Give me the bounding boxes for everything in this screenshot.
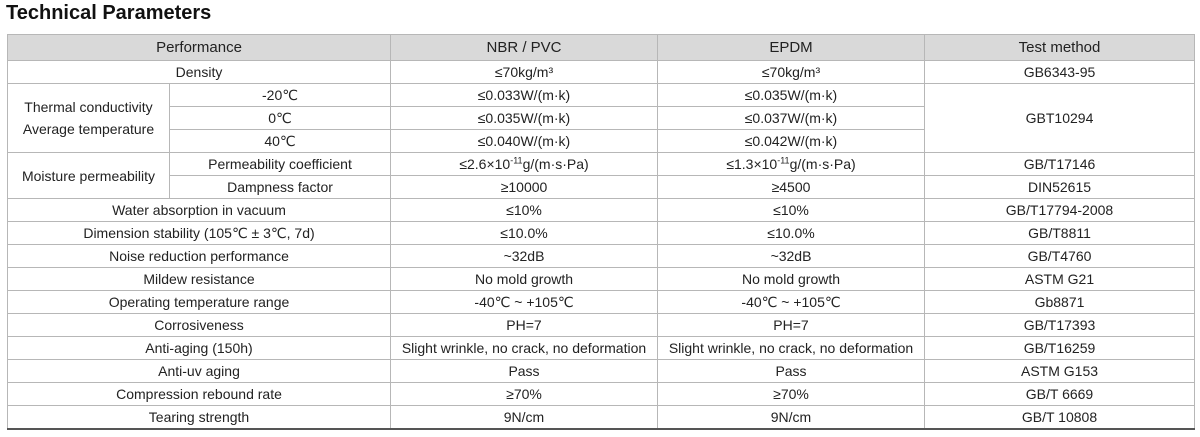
nbr-value: Slight wrinkle, no crack, no deformation <box>391 337 658 360</box>
table-row <box>8 153 1195 176</box>
epdm-value: ≤10% <box>658 199 925 222</box>
row-label: Mildew resistance <box>8 268 391 291</box>
table-row <box>8 314 1195 337</box>
test-method: GB/T16259 <box>925 337 1195 360</box>
nbr-coef-exponent: -11 <box>510 155 523 166</box>
technical-parameters-table <box>7 34 1195 430</box>
nbr-value: ~32dB <box>391 245 658 268</box>
nbr-value: ≤70kg/m³ <box>391 61 658 84</box>
nbr-value: ≤0.040W/(m·k) <box>391 130 658 153</box>
nbr-coef-unit: g/(m·s·Pa) <box>522 156 589 172</box>
test-method: GB/T17393 <box>925 314 1195 337</box>
test-method: DIN52615 <box>925 176 1195 199</box>
nbr-value: ≤10% <box>391 199 658 222</box>
table-header-row <box>8 35 1195 61</box>
page-title: Technical Parameters <box>6 2 212 24</box>
table-row <box>8 84 1195 107</box>
thermal-label-line1: Thermal conductivity <box>24 99 153 115</box>
table-row <box>8 291 1195 314</box>
epdm-value: ≤0.042W/(m·k) <box>658 130 925 153</box>
epdm-coef-unit: g/(m·s·Pa) <box>789 156 856 172</box>
nbr-value: ≤0.035W/(m·k) <box>391 107 658 130</box>
epdm-value: Slight wrinkle, no crack, no deformation <box>658 337 925 360</box>
epdm-value: ≥70% <box>658 383 925 406</box>
row-label: Density <box>8 61 391 84</box>
row-label: Anti-uv aging <box>8 360 391 383</box>
row-label: Water absorption in vacuum <box>8 199 391 222</box>
test-method: ASTM G153 <box>925 360 1195 383</box>
epdm-value: -40℃ ~ +105℃ <box>658 291 925 314</box>
nbr-value: ≤10.0% <box>391 222 658 245</box>
table-row <box>8 337 1195 360</box>
epdm-value <box>658 153 925 176</box>
test-method: GBT10294 <box>925 84 1195 153</box>
row-label: Noise reduction performance <box>8 245 391 268</box>
test-method: GB6343-95 <box>925 61 1195 84</box>
test-method: GB/T4760 <box>925 245 1195 268</box>
table-row <box>8 268 1195 291</box>
table-row <box>8 199 1195 222</box>
nbr-value: 9N/cm <box>391 406 658 430</box>
table-row <box>8 176 1195 199</box>
nbr-coef-base: ≤2.6×10 <box>459 156 511 172</box>
sub-label: -20℃ <box>170 84 391 107</box>
test-method: GB/T 6669 <box>925 383 1195 406</box>
table-row <box>8 61 1195 84</box>
test-method: GB/T 10808 <box>925 406 1195 430</box>
table-row <box>8 360 1195 383</box>
header-epdm: EPDM <box>658 35 925 61</box>
nbr-value: No mold growth <box>391 268 658 291</box>
nbr-value: ≤0.033W/(m·k) <box>391 84 658 107</box>
epdm-coef-base: ≤1.3×10 <box>726 156 778 172</box>
epdm-value: ≤10.0% <box>658 222 925 245</box>
row-label: Corrosiveness <box>8 314 391 337</box>
header-nbr-pvc: NBR / PVC <box>391 35 658 61</box>
thermal-label-line2: Average temperature <box>22 121 155 137</box>
table-row <box>8 406 1195 430</box>
row-label: Tearing strength <box>8 406 391 430</box>
moisture-label: Moisture permeability <box>8 153 170 199</box>
thermal-label <box>8 84 170 153</box>
nbr-value: Pass <box>391 360 658 383</box>
sub-label: 40℃ <box>170 130 391 153</box>
sub-label: Permeability coefficient <box>170 153 391 176</box>
nbr-value: -40℃ ~ +105℃ <box>391 291 658 314</box>
test-method: Gb8871 <box>925 291 1195 314</box>
epdm-value: 9N/cm <box>658 406 925 430</box>
epdm-value: ≥4500 <box>658 176 925 199</box>
row-label: Compression rebound rate <box>8 383 391 406</box>
epdm-value: ≤0.035W/(m·k) <box>658 84 925 107</box>
row-label: Dimension stability (105℃ ± 3℃, 7d) <box>8 222 391 245</box>
test-method: GB/T17794-2008 <box>925 199 1195 222</box>
nbr-value: ≥70% <box>391 383 658 406</box>
nbr-value <box>391 153 658 176</box>
row-label: Operating temperature range <box>8 291 391 314</box>
test-method: GB/T8811 <box>925 222 1195 245</box>
table-row <box>8 222 1195 245</box>
sub-label: Dampness factor <box>170 176 391 199</box>
sub-label: 0℃ <box>170 107 391 130</box>
nbr-value: ≥10000 <box>391 176 658 199</box>
table-row <box>8 245 1195 268</box>
epdm-value: PH=7 <box>658 314 925 337</box>
epdm-value: ~32dB <box>658 245 925 268</box>
epdm-coef-exponent: -11 <box>777 155 790 166</box>
table-row <box>8 383 1195 406</box>
test-method: GB/T17146 <box>925 153 1195 176</box>
epdm-value: ≤70kg/m³ <box>658 61 925 84</box>
test-method: ASTM G21 <box>925 268 1195 291</box>
header-test-method: Test method <box>925 35 1195 61</box>
header-performance: Performance <box>8 35 391 61</box>
nbr-value: PH=7 <box>391 314 658 337</box>
epdm-value: No mold growth <box>658 268 925 291</box>
epdm-value: ≤0.037W/(m·k) <box>658 107 925 130</box>
row-label: Anti-aging (150h) <box>8 337 391 360</box>
epdm-value: Pass <box>658 360 925 383</box>
